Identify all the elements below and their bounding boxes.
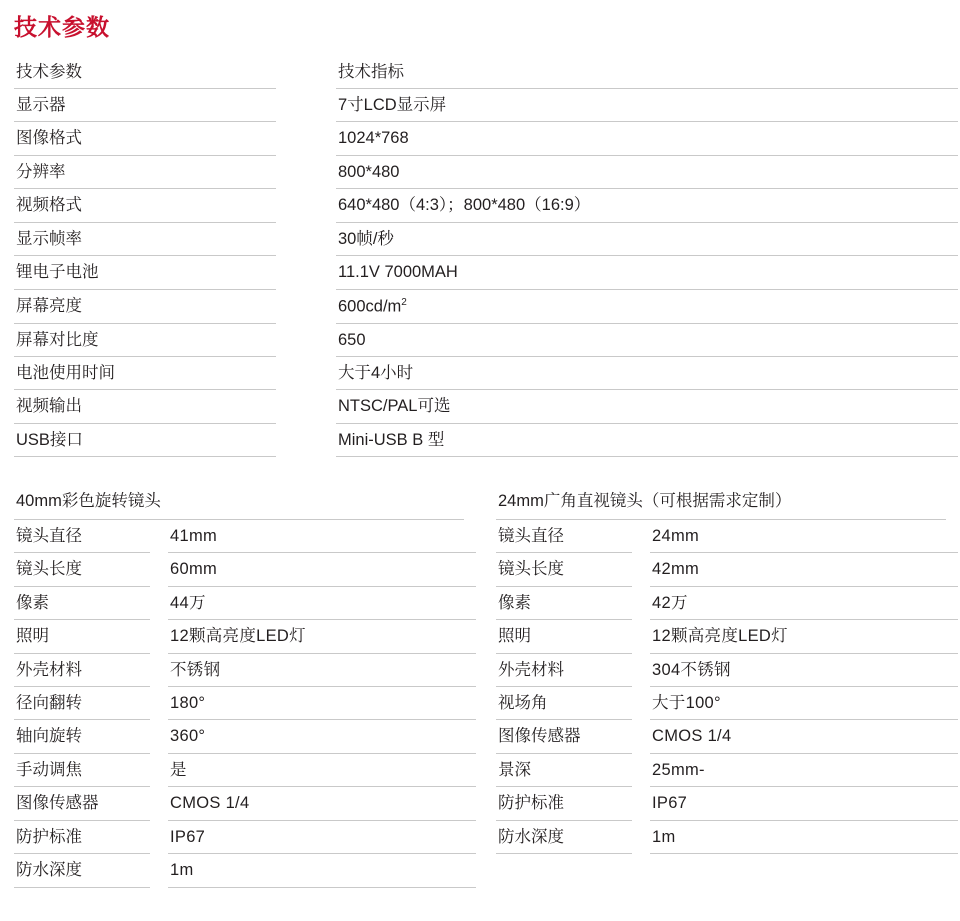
lens-key: 手动调焦 xyxy=(14,753,150,786)
table-row xyxy=(14,586,476,619)
spec-key: 屏幕对比度 xyxy=(14,323,276,356)
table-row xyxy=(496,586,958,619)
table-row xyxy=(14,787,476,820)
spec-value: Mini-USB B 型 xyxy=(336,423,958,456)
spec-value: 640*480（4:3）；800*480（16:9） xyxy=(336,189,958,222)
lens-column-spacer xyxy=(632,787,650,820)
lens-column-spacer xyxy=(150,787,168,820)
lens-value: CMOS 1/4 xyxy=(650,720,958,753)
table-row xyxy=(14,222,958,255)
spec-key: 显示帧率 xyxy=(14,222,276,255)
lens-sections xyxy=(14,487,946,887)
spec-column-spacer xyxy=(276,289,336,323)
lens-key: 视场角 xyxy=(496,686,632,719)
lens-key: 图像传感器 xyxy=(14,787,150,820)
lens-24mm-table xyxy=(496,520,958,854)
spec-key: 图像格式 xyxy=(14,122,276,155)
lens-section-40mm xyxy=(14,487,464,887)
spec-value: 650 xyxy=(336,323,958,356)
lens-value: 是 xyxy=(168,753,476,786)
lens-column-spacer xyxy=(150,586,168,619)
lens-column-spacer xyxy=(632,553,650,586)
lens-value: 12颗高亮度LED灯 xyxy=(168,620,476,653)
table-row xyxy=(14,720,476,753)
spec-value-text: 600cd/m xyxy=(338,297,402,316)
table-row xyxy=(496,620,958,653)
lens-value: 60mm xyxy=(168,553,476,586)
lens-value: 304不锈钢 xyxy=(650,653,958,686)
lens-column-spacer xyxy=(150,854,168,887)
table-row xyxy=(14,155,958,188)
spec-value-unit-exponent: 2 xyxy=(401,296,407,308)
lens-key: 轴向旋转 xyxy=(14,720,150,753)
table-row xyxy=(496,686,958,719)
lens-40mm-table-body xyxy=(14,520,476,887)
lens-value: 大于100° xyxy=(650,686,958,719)
lens-value: 180° xyxy=(168,686,476,719)
spec-key: 分辨率 xyxy=(14,155,276,188)
spec-key: 视频输出 xyxy=(14,390,276,423)
spec-header-value: 技术指标 xyxy=(336,56,958,89)
spec-column-spacer xyxy=(276,122,336,155)
lens-key: 镜头长度 xyxy=(496,553,632,586)
lens-24mm-table-body xyxy=(496,520,958,854)
spec-column-spacer xyxy=(276,256,336,289)
lens-key: 防护标准 xyxy=(14,820,150,853)
spec-value: 11.1V 7000MAH xyxy=(336,256,958,289)
lens-column-spacer xyxy=(632,586,650,619)
lens-value: 41mm xyxy=(168,520,476,553)
lens-column-spacer xyxy=(150,753,168,786)
lens-value: 360° xyxy=(168,720,476,753)
lens-value: 不锈钢 xyxy=(168,653,476,686)
lens-column-spacer xyxy=(150,553,168,586)
table-row xyxy=(14,89,958,122)
table-row xyxy=(14,122,958,155)
lens-value: 12颗高亮度LED灯 xyxy=(650,620,958,653)
table-row xyxy=(14,423,958,456)
lens-key: 景深 xyxy=(496,753,632,786)
lens-value: 24mm xyxy=(650,520,958,553)
lens-value: 42mm xyxy=(650,553,958,586)
spec-value: 1024*768 xyxy=(336,122,958,155)
table-row xyxy=(14,553,476,586)
table-row xyxy=(14,390,958,423)
lens-40mm-header: 40mm彩色旋转镜头 xyxy=(14,487,464,519)
lens-column-spacer xyxy=(632,653,650,686)
spec-value: 800*480 xyxy=(336,155,958,188)
table-row xyxy=(14,520,476,553)
table-row xyxy=(496,820,958,853)
table-row xyxy=(14,323,958,356)
lens-key: 图像传感器 xyxy=(496,720,632,753)
table-row xyxy=(14,189,958,222)
lens-key: 照明 xyxy=(496,620,632,653)
table-row xyxy=(496,787,958,820)
table-row xyxy=(14,686,476,719)
spec-value-brightness xyxy=(336,289,958,323)
lens-column-spacer xyxy=(632,520,650,553)
lens-key: 防水深度 xyxy=(496,820,632,853)
lens-value: CMOS 1/4 xyxy=(168,787,476,820)
lens-24mm-header: 24mm广角直视镜头（可根据需求定制） xyxy=(496,487,946,519)
lens-key: 照明 xyxy=(14,620,150,653)
spec-key: 电池使用时间 xyxy=(14,357,276,390)
lens-value: IP67 xyxy=(168,820,476,853)
spec-column-spacer xyxy=(276,423,336,456)
lens-column-spacer xyxy=(150,820,168,853)
table-row xyxy=(14,753,476,786)
lens-column-spacer xyxy=(632,686,650,719)
table-row xyxy=(496,520,958,553)
main-spec-table xyxy=(14,56,958,458)
table-row xyxy=(496,720,958,753)
table-row xyxy=(496,753,958,786)
table-row xyxy=(14,820,476,853)
lens-value: IP67 xyxy=(650,787,958,820)
lens-40mm-table xyxy=(14,520,476,888)
lens-value: 1m xyxy=(168,854,476,887)
lens-key: 像素 xyxy=(14,586,150,619)
spec-key: 视频格式 xyxy=(14,189,276,222)
lens-section-24mm xyxy=(496,487,946,887)
lens-key: 外壳材料 xyxy=(14,653,150,686)
lens-column-spacer xyxy=(150,620,168,653)
spec-header-key: 技术参数 xyxy=(14,56,276,89)
lens-key: 镜头直径 xyxy=(14,520,150,553)
lens-key: 镜头直径 xyxy=(496,520,632,553)
lens-value: 42万 xyxy=(650,586,958,619)
table-row xyxy=(14,357,958,390)
table-header-row xyxy=(14,56,958,89)
spec-value: NTSC/PAL可选 xyxy=(336,390,958,423)
lens-key: 防护标准 xyxy=(496,787,632,820)
lens-column-spacer xyxy=(150,720,168,753)
spec-value: 7寸LCD显示屏 xyxy=(336,89,958,122)
lens-key: 径向翻转 xyxy=(14,686,150,719)
lens-value: 1m xyxy=(650,820,958,853)
lens-column-spacer xyxy=(632,753,650,786)
spec-column-spacer xyxy=(276,323,336,356)
spec-column-spacer xyxy=(276,89,336,122)
table-row xyxy=(14,854,476,887)
lens-column-spacer xyxy=(632,620,650,653)
spec-key: 显示器 xyxy=(14,89,276,122)
table-row xyxy=(14,620,476,653)
lens-key: 像素 xyxy=(496,586,632,619)
spec-column-spacer xyxy=(276,357,336,390)
table-row xyxy=(14,653,476,686)
lens-key: 防水深度 xyxy=(14,854,150,887)
lens-column-spacer xyxy=(150,520,168,553)
lens-key: 镜头长度 xyxy=(14,553,150,586)
spec-key: 屏幕亮度 xyxy=(14,289,276,323)
table-row xyxy=(14,256,958,289)
spec-key: 锂电子电池 xyxy=(14,256,276,289)
lens-column-spacer xyxy=(150,686,168,719)
spec-column-spacer xyxy=(276,155,336,188)
lens-key: 外壳材料 xyxy=(496,653,632,686)
table-row xyxy=(14,289,958,323)
page-title: 技术参数 xyxy=(14,14,110,40)
main-spec-table-body xyxy=(14,56,958,457)
spec-value: 30帧/秒 xyxy=(336,222,958,255)
table-row xyxy=(496,653,958,686)
spec-value: 大于4小时 xyxy=(336,357,958,390)
spec-column-spacer xyxy=(276,222,336,255)
lens-value: 44万 xyxy=(168,586,476,619)
spec-column-spacer xyxy=(276,390,336,423)
lens-column-spacer xyxy=(150,653,168,686)
lens-value: 25mm- xyxy=(650,753,958,786)
spec-column-spacer xyxy=(276,189,336,222)
lens-column-spacer xyxy=(632,820,650,853)
spec-key: USB接口 xyxy=(14,423,276,456)
table-row xyxy=(496,553,958,586)
spec-column-spacer xyxy=(276,56,336,89)
lens-column-spacer xyxy=(632,720,650,753)
